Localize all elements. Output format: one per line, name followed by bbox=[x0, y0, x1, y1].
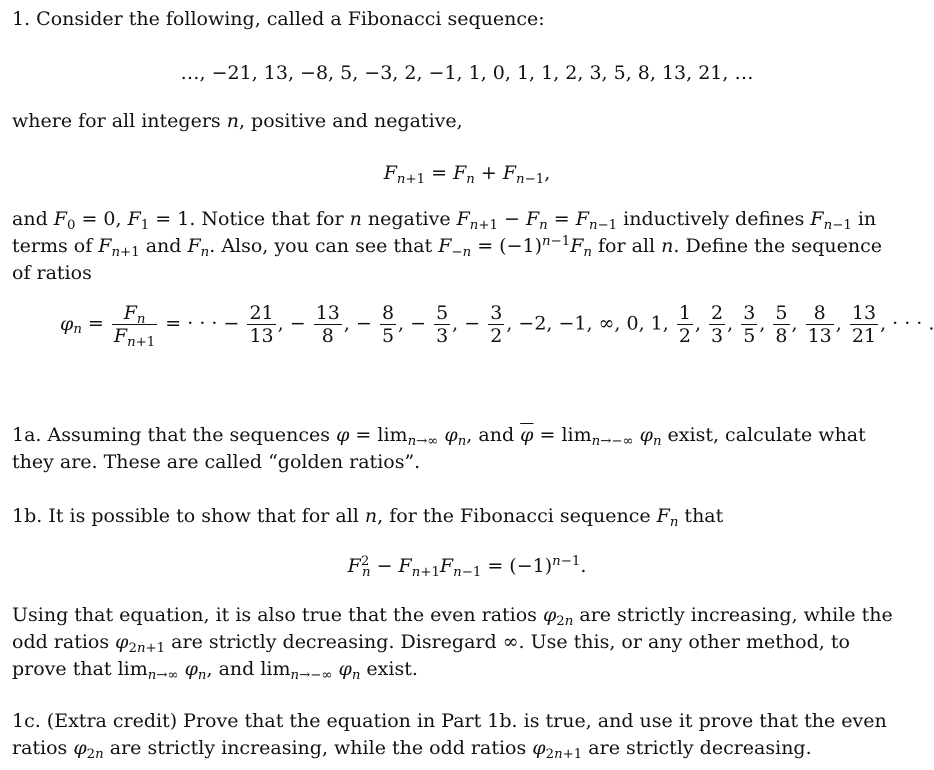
part-1c: 1c. (Extra credit) Prove that the equation in Part 1b. is true, and use it prove that the even ratios $\varphi_{2n}$ are strictly increasing, while the odd ratios $\varphi_{2n+1}$ are strictly decreasing. bbox=[12, 710, 887, 762]
recurrence-equation: $F_{n+1} = F_n + F_{n-1}$, bbox=[383, 162, 551, 187]
ratio-fraction: $\frac{F_n}{F_{n+1}}$ bbox=[113, 302, 156, 350]
ratio-middle-values: −2, −1, ∞, 0, 1, bbox=[518, 312, 669, 335]
part-1b-intro: 1b. It is possible to show that for all n, for the Fibonacci sequence $F_n$ that bbox=[12, 505, 724, 530]
initial-conditions-paragraph: and $F_0 = 0$, $F_1 = 1$. Notice that for n negative $F_{n+1} - F_n = F_{n-1}$ inductively defines $F_{n-1}$ in terms of $F_{n+1}$ and $F_n$. Also, you can see that $F_{-n} = (-1)^{n-1}F_n$ for all n. Define the sequence of ratios bbox=[12, 208, 883, 284]
ratio-definition: $\varphi_n$ = $\frac{F_n}{F_{n+1}}$ = · · · − $\frac{21}{13}$ , − $\frac{13}{8}$ , − $\frac{8}{5}$ , − $\frac{5}{3}$ , − $\frac{3}{2}$ , −2, −1, ∞, 0, 1, $\frac{1}{2}$ , $\frac{2}{3}$ , $\frac{3}{5}$ , $\frac{5}{8}$ , $\frac{8}{13}$ , $\frac{13}{21}$ , · · · . bbox=[60, 302, 934, 350]
problem-1-intro: 1. Consider the following, called a Fibonacci sequence: bbox=[12, 8, 545, 30]
where-line: where for all integers n, positive and negative, bbox=[12, 110, 463, 132]
part-1a: 1a. Assuming that the sequences $\varphi = \lim_{n\to\infty} \varphi_n$, and $\overline{\varphi} = \lim_{n\to-\infty} \varphi_n$ exist, calculate what they are. These are called “golden ratios”. bbox=[12, 424, 866, 473]
fibonacci-sequence: …, −21, 13, −8, 5, −3, 2, −1, 1, 0, 1, 1, 2, 3, 5, 8, 13, 21, … bbox=[180, 62, 754, 84]
part-1b-body: Using that equation, it is also true that the even ratios $\varphi_{2n}$ are strictly increasing, while the odd ratios $\varphi_{2n+1}$ are strictly decreasing. Disregard ∞. Use this, or any other method, to prove that $\lim_{n\to\infty} \varphi_n$, and $\lim_{n\to-\infty} \varphi_n$ exist. bbox=[12, 604, 893, 683]
phi-lhs: $\varphi_n$ bbox=[60, 312, 82, 338]
part-1b-equation: $F^2_n - F_{n+1}F_{n-1} = (-1)^{n-1}$. bbox=[347, 554, 587, 580]
